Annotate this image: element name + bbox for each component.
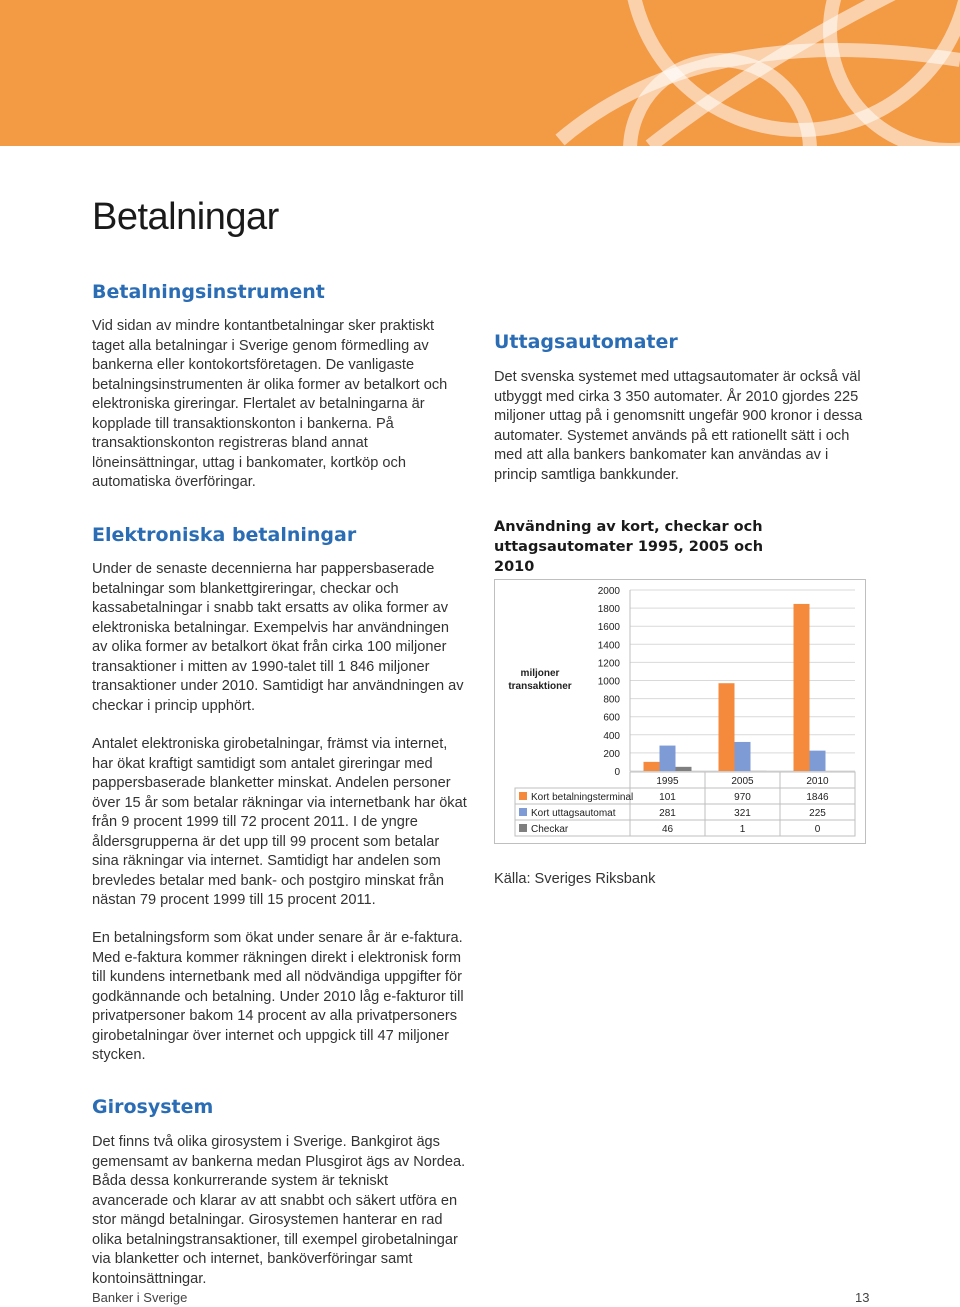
bar-kort-betalningsterminal-1995 — [644, 762, 660, 771]
data-value-label: 1 — [739, 824, 746, 835]
footer-page-number: 13 — [855, 1290, 870, 1305]
bar-checkar-1995 — [676, 767, 692, 771]
paragraph-electronic-1: Under de senaste decennierna har pappersbaserade betalningar som blankettgireringar, checkar och kassabetalningar i snabb takt ersatts av olika former av elektroniska betalningar. Exempelvis har användningen av olika former av betalkort ökat från cirka 100 miljoner transaktioner i mitten av 1990-talet till 1 846 miljoner transaktioner under 2010. Samtidigt har användningen av checkar i princip upphört. — [92, 561, 464, 714]
x-category-label: 2010 — [806, 776, 829, 787]
bar-kort-uttagsautomat-2010 — [810, 751, 826, 771]
y-tick-label: 2000 — [597, 586, 620, 597]
banner-globe-graphic — [0, 0, 960, 146]
data-value-label: 321 — [734, 808, 751, 819]
paragraph-uttagsautomater: Det svenska systemet med uttagsautomater är också väl utbyggt med cirka 3 350 automater. År 2010 gjordes 225 miljoner uttag på i genomsnitt ungefär 900 kronor i dessa automater. Systemet används på ett rationellt sätt i och med att alla bankers bankomater kan användas av i princip samtliga bankkunder. — [494, 369, 863, 483]
y-axis-label: transaktioner — [508, 681, 572, 692]
y-tick-label: 1000 — [597, 676, 620, 688]
y-tick-label: 1800 — [597, 604, 620, 616]
data-value-label: 225 — [809, 808, 826, 819]
legend-swatch — [519, 824, 527, 832]
chart-source: Källa: Sveriges Riksbank — [494, 871, 656, 887]
legend-label: Kort uttagsautomat — [531, 808, 616, 819]
paragraph-electronic-3: En betalningsform som ökat under senare år är e-faktura. Med e-faktura kommer räkningen direkt i elektronisk form till kundens internetbank med all nödvändiga uppgifter för godkännande och betalning. Under 2010 låg e-fakturor till privatpersoner bakom 14 procent av alla privatpersoners girobetalningar över internet och uppgick till 47 miljoner stycken. — [92, 930, 464, 1063]
legend-swatch — [519, 792, 527, 800]
bar-kort-betalningsterminal-2005 — [719, 683, 735, 771]
data-value-label: 970 — [734, 792, 751, 803]
paragraph-electronic-2: Antalet elektroniska girobetalningar, främst via internet, har ökat kraftigt samtidigt som antalet gireringar med pappersbaserade blanketter minskat. Andelen personer över 15 år som betalar räkningar via internetbank har ökat från 9 procent 1999 till 72 procent 2011. I de yngre åldersgrupperna är det upp till 99 procent som betalar sina räkningar via internet. Samtidigt har andelen som brevledes betalar med bank- och postgiro minskat från nästan 79 procent 1999 till 15 procent 2011. — [92, 736, 467, 908]
bar-kort-uttagsautomat-1995 — [660, 746, 676, 771]
y-tick-label: 200 — [603, 748, 620, 760]
paragraph-betalningsinstrument: Vid sidan av mindre kontantbetalningar sker praktiskt taget alla betalningar i Sverige genom förmedling av bankerna eller kontokortsföretagen. De vanligaste betalningsinstrumenten är olika former av betalkort och elektroniska gireringar. Flertalet av betalningarna är kopplade till transaktionskonton i bankerna. På transaktionskonton registreras bland annat löneinsättningar, uttag i bankomater, kortköp och automatiska överföringar. — [92, 318, 448, 490]
legend-label: Checkar — [531, 824, 569, 835]
y-tick-label: 1400 — [597, 640, 620, 652]
data-value-label: 0 — [814, 824, 821, 835]
legend-label: Kort betalningsterminal — [531, 792, 634, 803]
y-tick-label: 800 — [603, 694, 620, 706]
heading-elektroniska-betalningar: Elektroniska betalningar — [92, 524, 357, 546]
x-category-label: 1995 — [656, 776, 679, 787]
y-axis-label: miljoner — [520, 668, 560, 679]
y-tick-label: 0 — [614, 767, 620, 778]
data-value-label: 1846 — [806, 792, 829, 803]
heading-uttagsautomater: Uttagsautomater — [494, 331, 678, 353]
y-tick-label: 1200 — [597, 658, 620, 670]
heading-girosystem: Girosystem — [92, 1096, 214, 1118]
data-value-label: 281 — [659, 808, 676, 819]
data-value-label: 101 — [659, 792, 676, 803]
y-tick-label: 600 — [603, 712, 620, 724]
chart-container — [494, 579, 866, 844]
legend-swatch — [519, 808, 527, 816]
data-value-label: 46 — [661, 824, 674, 835]
paragraph-girosystem: Det finns två olika girosystem i Sverige. Bankgirot ägs gemensamt av bankerna medan Plusgirot ägs av Nordea. Båda dessa konkurrerande system är tekniskt avancerade och klarar av att snabbt och säkert utföra en stor mängd betalningar. Girosystemen hanterar en rad olika betalningstransaktioner, till exempel girobetalningar via blanketter och internet, banköverföringar samt kontoinsättningar. — [92, 1134, 466, 1287]
footer-publication: Banker i Sverige — [92, 1290, 188, 1305]
bar-chart — [495, 580, 865, 843]
y-tick-label: 400 — [603, 730, 620, 742]
x-category-label: 2005 — [731, 776, 754, 787]
chart-title: Användning av kort, checkar och uttagsautomater 1995, 2005 och 2010 — [494, 519, 764, 575]
bar-kort-uttagsautomat-2005 — [735, 742, 751, 771]
bar-kort-betalningsterminal-2010 — [794, 604, 810, 771]
page-title: Betalningar — [92, 196, 279, 238]
heading-betalningsinstrument: Betalningsinstrument — [92, 281, 325, 303]
header-banner — [0, 0, 960, 146]
y-tick-label: 1600 — [597, 622, 620, 634]
